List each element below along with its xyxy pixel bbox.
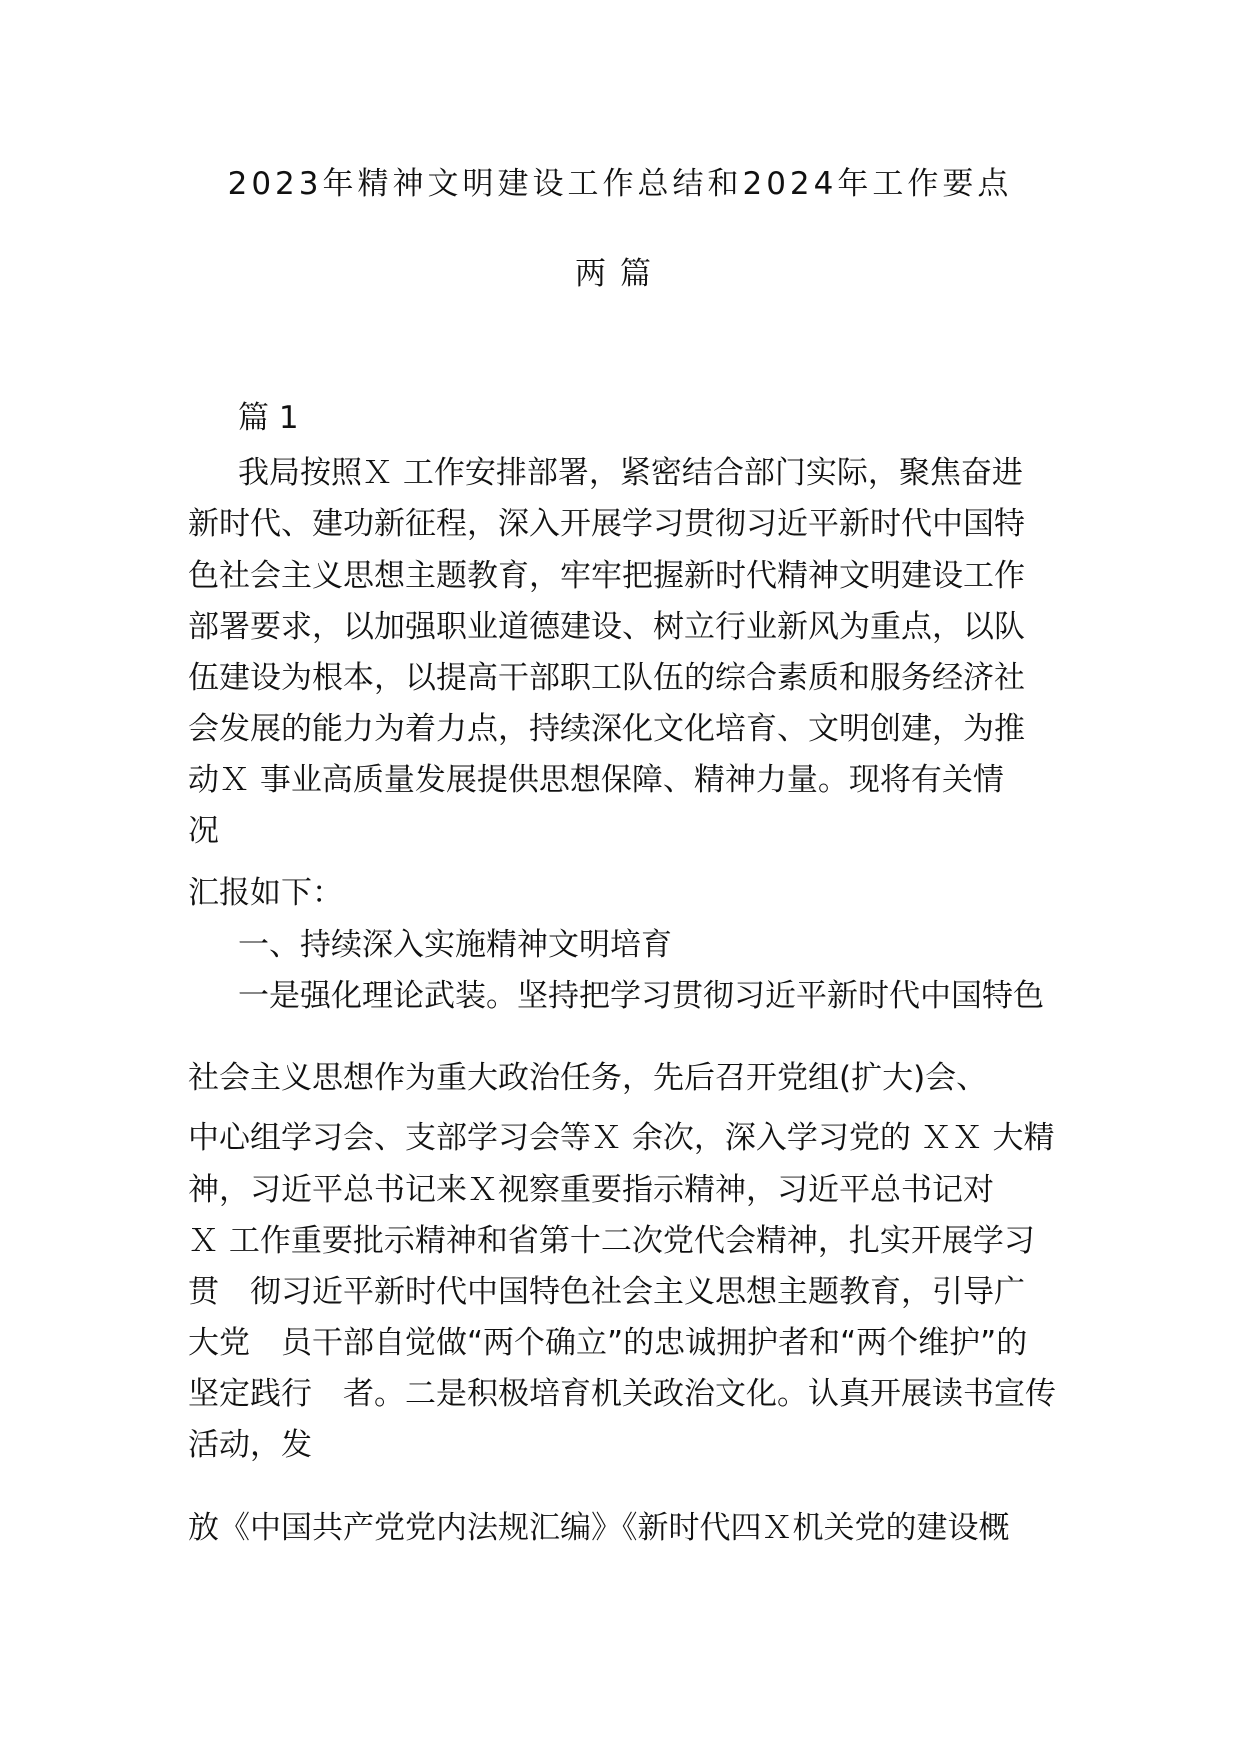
body-line: 社会主义思想作为重大政治任务，先后召开党组(扩大)会、 [188, 1060, 988, 1096]
body-line: 会发展的能力为着力点，持续深化文化培育、文明创建，为推 [188, 711, 1025, 747]
body-line: 中心组学习会、支部学习会等Ｘ 余次，深入学习党的 ＸＸ 大精 [188, 1120, 1055, 1156]
body-line: 神，习近平总书记来Ｘ视察重要指示精神，习近平总书记对 [188, 1172, 994, 1208]
section-heading: 一、持续深入实施精神文明培育 [238, 927, 672, 963]
body-line: 一是强化理论武装。坚持把学习贯彻习近平新时代中国特色 [238, 978, 1044, 1014]
body-line: 汇报如下： [188, 875, 343, 911]
body-line: 放《中国共产党党内法规汇编》《新时代四Ｘ机关党的建设概 [188, 1510, 1010, 1546]
body-line: 伍建设为根本，以提高干部职工队伍的综合素质和服务经济社 [188, 660, 1025, 696]
body-line: Ｘ 工作重要批示精神和省第十二次党代会精神，扎实开展学习 [188, 1223, 1035, 1259]
body-line: 贯 彻习近平新时代中国特色社会主义思想主题教育，引导广 [188, 1274, 1025, 1310]
document-title: 2023年精神文明建设工作总结和2024年工作要点 [227, 166, 1013, 202]
body-line: 活动，发 [188, 1427, 312, 1463]
body-line: 况 [188, 813, 219, 849]
section-label: 篇 1 [238, 400, 299, 436]
body-line: 大党 员干部自觉做“两个确立”的忠诚拥护者和“两个维护”的 [188, 1325, 1028, 1361]
document-subtitle: 两篇 [575, 256, 665, 292]
body-line: 我局按照Ｘ 工作安排部署，紧密结合部门实际，聚焦奋进 [238, 455, 1023, 491]
body-line: 坚定践行 者。二是积极培育机关政治文化。认真开展读书宣传 [188, 1376, 1056, 1412]
body-line: 色社会主义思想主题教育，牢牢把握新时代精神文明建设工作 [188, 558, 1025, 594]
body-line: 新时代、建功新征程，深入开展学习贯彻习近平新时代中国特 [188, 506, 1025, 542]
body-line: 部署要求，以加强职业道德建设、树立行业新风为重点，以队 [188, 609, 1025, 645]
body-line: 动Ｘ 事业高质量发展提供思想保障、精神力量。现将有关情 [188, 762, 1004, 798]
